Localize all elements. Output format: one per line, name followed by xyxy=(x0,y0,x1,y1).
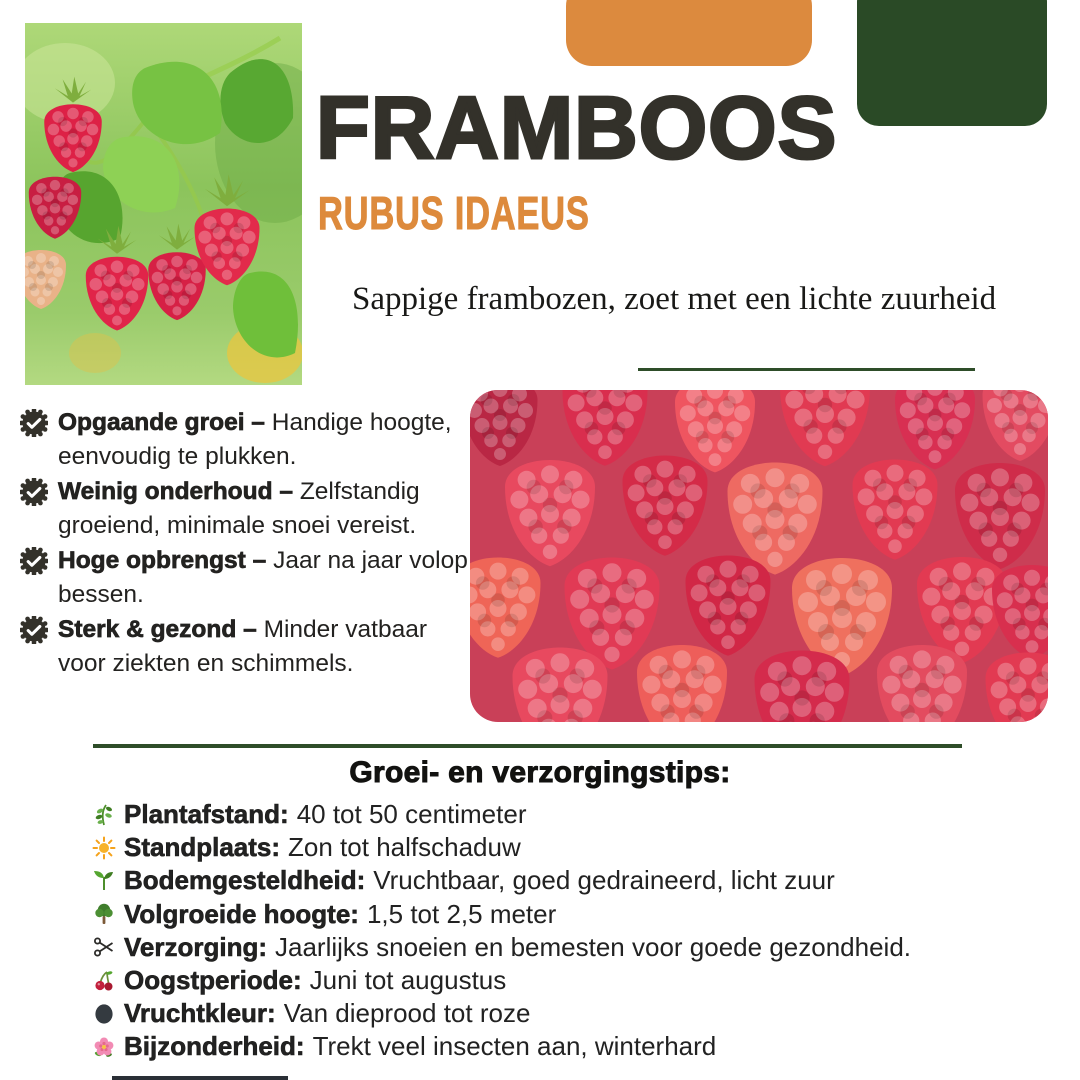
feature-item xyxy=(20,544,475,611)
divider-line xyxy=(93,744,962,748)
tip-row: Plantafstand: 40 tot 50 centimeter xyxy=(90,798,911,831)
divider-line xyxy=(638,368,975,371)
black-circle-icon xyxy=(90,1000,117,1027)
check-badge-icon xyxy=(20,547,48,575)
raspberries-closeup-photo xyxy=(470,390,1048,722)
herb-icon xyxy=(90,801,117,828)
feature-text: Weinig onderhoud – Zelfstandig groeiend, minimale snoei vereist. xyxy=(58,478,420,539)
orange-accent-block xyxy=(566,0,812,66)
bottom-divider-line xyxy=(112,1076,288,1080)
tips-heading: Groei- en verzorgingstips: xyxy=(349,756,731,789)
feature-item xyxy=(20,613,475,680)
feature-text: Sterk & gezond – Minder vatbaar voor ziekten en schimmels. xyxy=(58,616,427,677)
tips-list xyxy=(90,798,911,1064)
tip-row: Volgroeide hoogte: 1,5 tot 2,5 meter xyxy=(90,898,911,931)
tip-row: Bijzonderheid: Trekt veel insecten aan, winterhard xyxy=(90,1030,911,1063)
check-badge-icon xyxy=(20,409,48,437)
seedling-icon xyxy=(90,867,117,894)
check-badge-icon xyxy=(20,616,48,644)
scissors-icon xyxy=(90,934,117,961)
sun-icon xyxy=(90,834,117,861)
feature-text: Hoge opbrengst – Jaar na jaar volop bessen. xyxy=(58,547,468,608)
feature-item xyxy=(20,406,475,473)
tip-row: Vruchtkleur: Van dieprood tot roze xyxy=(90,997,911,1030)
feature-list xyxy=(20,406,475,683)
tree-icon xyxy=(90,901,117,928)
tip-row: Verzorging: Jaarlijks snoeien en bemesten voor goede gezondheid. xyxy=(90,931,911,964)
check-badge-icon xyxy=(20,478,48,506)
feature-text: Opgaande groei – Handige hoogte, eenvoudig te plukken. xyxy=(58,409,452,470)
tagline: Sappige frambozen, zoet met een lichte zuurheid xyxy=(352,281,997,317)
hibiscus-icon xyxy=(90,1033,117,1060)
cherries-icon xyxy=(90,967,117,994)
tip-row: Bodemgesteldheid: Vruchtbaar, goed gedraineerd, licht zuur xyxy=(90,864,911,897)
latin-name-subtitle: RUBUS IDAEUS xyxy=(318,187,590,239)
feature-item xyxy=(20,475,475,542)
tip-row: Standplaats: Zon tot halfschaduw xyxy=(90,831,911,864)
tip-row: Oogstperiode: Juni tot augustus xyxy=(90,964,911,997)
page-title: FRAMBOOS xyxy=(316,78,838,177)
raspberry-branch-photo xyxy=(25,23,302,385)
green-accent-block xyxy=(857,0,1047,126)
